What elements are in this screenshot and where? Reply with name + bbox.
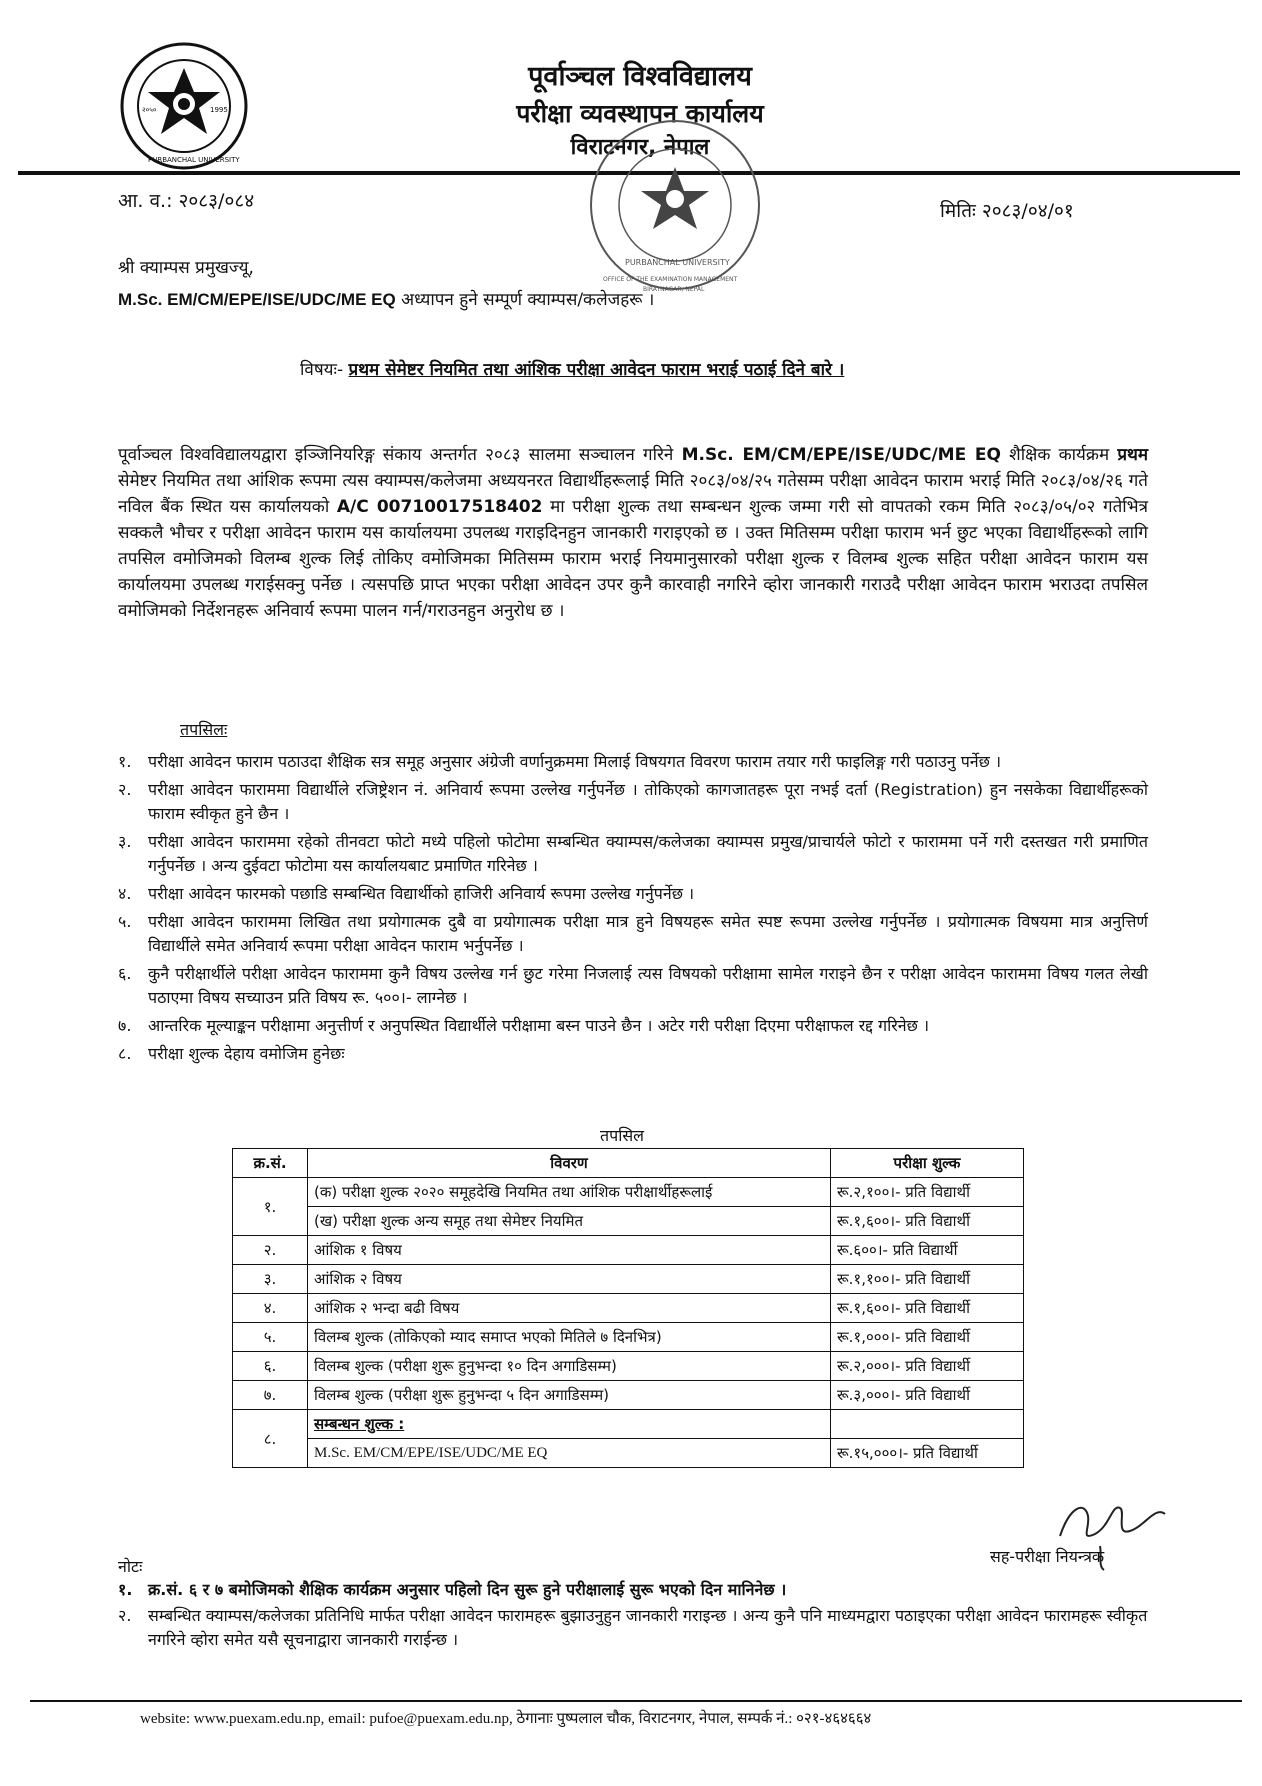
col-desc-header: विवरण [308,1149,831,1178]
addressee-course: M.Sc. EM/CM/EPE/ISE/UDC/ME EQ [118,290,396,309]
list-item: १. क्र.सं. ६ र ७ बमोजिमको शैक्षिक कार्यक्रम अनुसार पहिलो दिन सुरू हुने परीक्षालाई सुरू भएको दिन मानिनेछ । [118,1580,787,1599]
instruction-list [118,750,1148,1070]
addressee-line: श्री क्याम्पस प्रमुखज्यू, [118,258,254,278]
table-row: ३. आंशिक २ विषय रू.१,१००।- प्रति विद्यार्थी [233,1265,1024,1294]
office-city: विराटनगर, नेपाल [570,135,710,160]
stamp-text-3: BIRATNAGAR, NEPAL [643,286,705,293]
list-item: ५. परीक्षा आवेदन फाराममा लिखित तथा प्रयोगात्मक दुबै वा प्रयोगात्मक परीक्षा मात्र हुने विषयहरू समेत स्पष्ट रूपमा उल्लेख गर्नुपर्नेछ । प्रयोगात्मक विषयमा मात्र अनुत्तिर्ण विद्यार्थीले समेत अनिवार्य रूपमा परीक्षा आवेदन फाराम भर्नुपर्नेछ । [118,912,1148,955]
body-course: M.Sc. EM/CM/EPE/ISE/UDC/ME EQ [681,445,1001,465]
university-name: पूर्वाञ्चल विश्वविद्यालय [528,61,752,92]
table-row: (ख) परीक्षा शुल्क अन्य समूह तथा सेमेष्टर नियमित रू.१,६००।- प्रति विद्यार्थी [233,1207,1024,1236]
logo-year-left: २०५० [142,106,157,114]
stamp-text-1: PURBANCHAL UNIVERSITY [625,258,730,267]
letter-date: मितिः २०८३/०४/०१ [940,200,1074,222]
footer-rule [30,1700,1242,1702]
body-paragraph [118,442,1148,624]
list-item: ६. कुनै परीक्षार्थीले परीक्षा आवेदन फाराममा कुनै विषय उल्लेख गर्न छुट गरेमा निजलाई त्यस विषयको परीक्षामा सामेल गराइने छैन र परीक्षा आवेदन फाराममा विषय गलत लेखी पठाएमा विषय सच्याउन प्रति विषय रू. ५००।- लाग्नेछ । [118,964,1148,1007]
table-row: ८. सम्बन्धन शुल्क : [233,1410,1024,1439]
table-row: M.Sc. EM/CM/EPE/ISE/UDC/ME EQ रू.१५,०००।- प्रति विद्यार्थी [233,1439,1024,1468]
table-row: ५. विलम्ब शुल्क (तोकिएको म्याद समाप्त भएको मितिले ७ दिनभित्र) रू.१,०००।- प्रति विद्यार्थी [233,1323,1024,1352]
addressee-course-line [118,287,654,310]
subject-line [300,357,844,380]
notes-list [118,1578,1148,1654]
fee-table [232,1148,1024,1468]
logo-text: PURBANCHAL UNIVERSITY [148,156,240,164]
tapasil-heading: तपसिलः [180,720,228,739]
note-heading: नोटः [118,1557,143,1576]
university-logo [118,40,250,172]
office-stamp [585,115,765,295]
list-item: २. परीक्षा आवेदन फाराममा विद्यार्थीले रजिष्ट्रेशन नं. अनिवार्य रूपमा उल्लेख गर्नुपर्नेछ । तोकिएको कागजातहरू पूरा नभई दर्ता (Registration) हुन नसकेका विद्यार्थीहरूको फाराम स्वीकृत हुने छैन । [118,780,1148,823]
body-part4: मा परीक्षा शुल्क तथा सम्बन्धन शुल्क जम्मा गरी सो वापतको रकम मिति २०८३/०५/०२ गतेभित्र सक्कलै भौचर र परीक्षा आवेदन फाराम यस कार्यालयमा उपलब्ध गराइदिनहुन जानकारी गराइएको छ । उक्त मितिसम्म परीक्षा फाराम भर्न छुट भएका विद्यार्थीहरूको लागि तपसिल वमोजिमको विलम्ब शुल्क लिई तोकिए वमोजिमका मितिसम्म फाराम भराई नियमानुसारको परीक्षा शुल्क र विलम्ब शुल्क सहित परीक्षा आवेदन फाराम यस कार्यालयमा उपलब्ध गराईसक्नु पर्नेछ । त्यसपछि प्राप्त भएका परीक्षा आवेदन उपर कुनै कारवाही नगरिने व्होरा जानकारी गराउदै परीक्षा आवेदन फाराम भराउदा तपसिल वमोजिमको निर्देशनहरू अनिवार्य रूपमा पालन गर्न/गराउनहुन अनुरोध छ । [118,497,1149,621]
table-row: ६. विलम्ब शुल्क (परीक्षा शुरू हुनुभन्दा १० दिन अगाडिसम्म) रू.२,०००।- प्रति विद्यार्थी [233,1352,1024,1381]
list-item: ४. परीक्षा आवेदन फारमको पछाडि सम्बन्धित विद्यार्थीको हाजिरी अनिवार्य रूपमा उल्लेख गर्नुपर्नेछ । [118,884,695,903]
body-part3: सेमेष्टर नियमित तथा आंशिक रूपमा त्यस क्याम्पस/कलेजमा अध्ययनरत विद्यार्थीहरूलाई मिति २०८३/०४/२५ गतेसम्म परीक्षा आवेदन फाराम भराई मिति २०८३/०४/२६ गते नविल बैंक स्थित यस कार्यालयको [118,471,1148,517]
body-part1: पूर्वाञ्चल विश्वविद्यालयद्वारा इञ्जिनियरिङ्ग संकाय अन्तर्गत २०८३ सालमा सञ्चालन गरिने [118,445,674,465]
footer-contact: website: www.puexam.edu.np, email: pufoe@puexam.edu.np, ठेगानाः पुष्पलाल चौक, विराटनगर, नेपाल, सम्पर्क नं.: ०२१-४६४६६४ [140,1711,872,1727]
col-sn-header: क्र.सं. [233,1149,308,1178]
logo-year-right: 1995 [210,106,228,114]
list-item: ७. आन्तरिक मूल्याङ्कन परीक्षामा अनुत्तीर्ण र अनुपस्थित विद्यार्थीले परीक्षामा बस्न पाउने छैन । अटेर गरी परीक्षा दिएमा परीक्षाफल रद्द गरिनेछ । [118,1016,930,1035]
table-row: २. आंशिक १ विषय रू.६००।- प्रति विद्यार्थी [233,1236,1024,1265]
list-item: २. सम्बन्धित क्याम्पस/कलेजका प्रतिनिधि मार्फत परीक्षा आवेदन फारामहरू बुझाउनुहुन जानकारी गराइन्छ । अन्य कुनै पनि माध्यमद्वारा पठाइएका परीक्षा आवेदन फारामहरू स्वीकृत नगरिने व्होरा समेत यसै सूचनाद्वारा जानकारी गराईन्छ । [118,1606,1148,1649]
body-semester: प्रथम [1117,445,1149,465]
office-name: परीक्षा व्यवस्थापन कार्यालय [516,99,764,128]
body-part2: शैक्षिक कार्यक्रम [1009,445,1110,465]
list-item: ३. परीक्षा आवेदन फाराममा रहेको तीनवटा फोटो मध्ये पहिलो फोटोमा सम्बन्धित क्याम्पस/कलेजका क्याम्पस प्रमुख/प्राचार्यले फोटो र फाराममा पर्ने गरी दस्तखत गरी प्रमाणित गर्नुपर्नेछ । अन्य दुईवटा फोटोमा यस कार्यालयबाट प्रमाणित गरिनेछ । [118,832,1148,875]
subject-text: प्रथम सेमेष्टर नियमित तथा आंशिक परीक्षा आवेदन फाराम भराई पठाई दिने बारे । [348,360,845,380]
signature-label: सह-परीक्षा नियन्त्रक [990,1547,1105,1566]
table-caption: तपसिल [600,1126,645,1145]
list-item: १. परीक्षा आवेदन फाराम पठाउदा शैक्षिक सत्र समूह अनुसार अंग्रेजी वर्णानुक्रममा मिलाई विषयगत विवरण फाराम तयार गरी फाइलिङ्ग गरी पठाउनु पर्नेछ । [118,752,1002,771]
subject-label: विषयः- [300,360,344,380]
table-row: ४. आंशिक २ भन्दा बढी विषय रू.१,६००।- प्रति विद्यार्थी [233,1294,1024,1323]
table-header-row [233,1149,1024,1178]
stamp-text-2: OFFICE OF THE EXAMINATION MANAGEMENT [603,276,738,283]
col-fee-header: परीक्षा शुल्क [831,1149,1024,1178]
addressee-rest: अध्यापन हुने सम्पूर्ण क्याम्पस/कलेजहरू । [401,290,655,310]
reference-number: आ. व.: २०८३/०८४ [118,190,255,212]
table-row: ७. विलम्ब शुल्क (परीक्षा शुरू हुनुभन्दा ५ दिन अगाडिसम्म) रू.३,०००।- प्रति विद्यार्थी [233,1381,1024,1410]
body-account: A/C 00710017518402 [336,497,543,517]
list-item: ८. परीक्षा शुल्क देहाय वमोजिम हुनेछः [118,1044,345,1063]
table-row: १. (क) परीक्षा शुल्क २०२० समूहदेखि नियमित तथा आंशिक परीक्षार्थीहरूलाई रू.२,१००।- प्रति विद्यार्थी [233,1178,1024,1207]
